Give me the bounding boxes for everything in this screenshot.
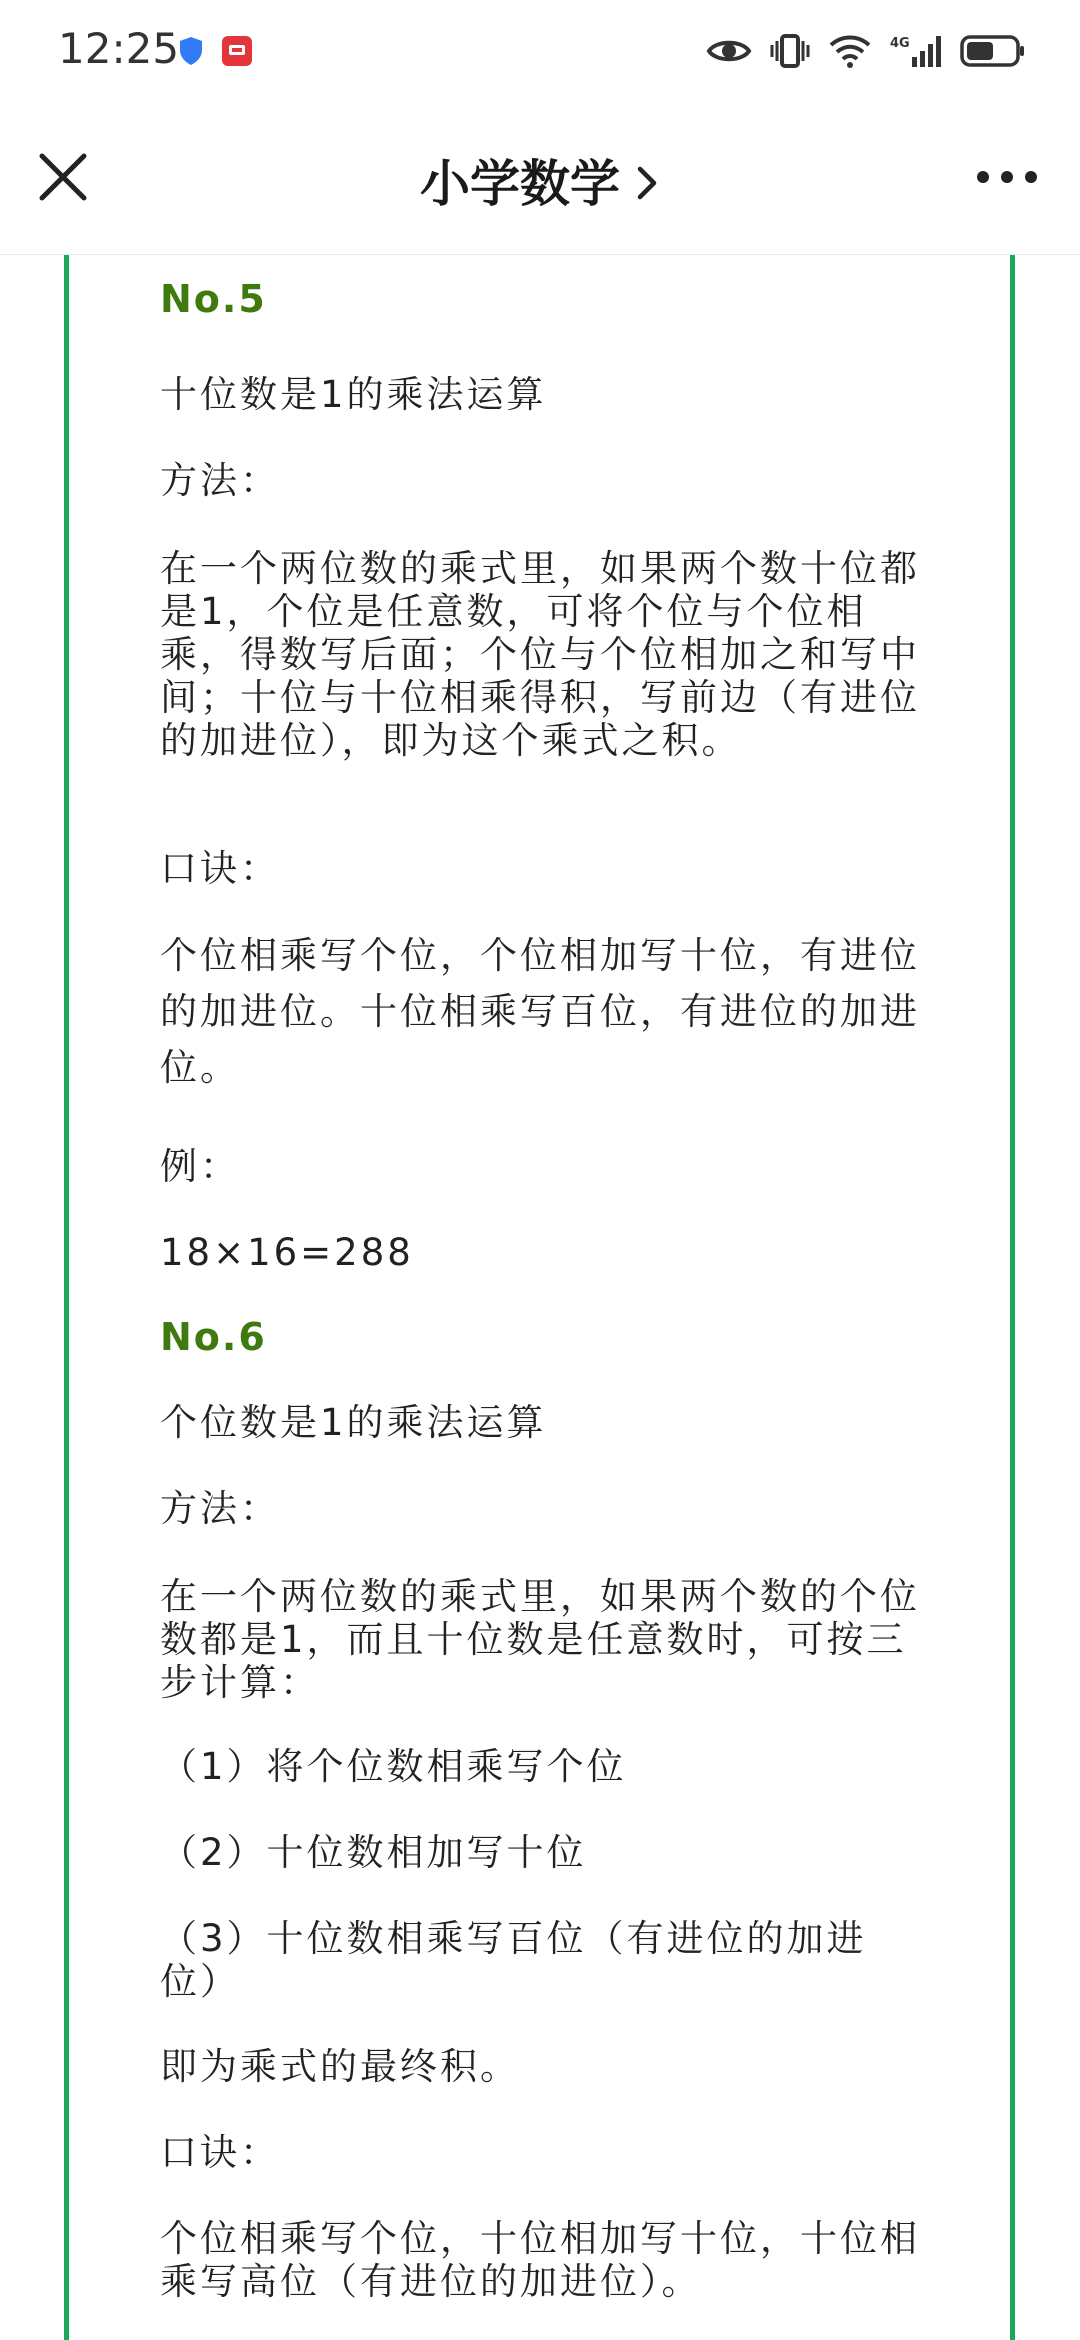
cellular-signal-icon: [890, 33, 942, 69]
step-item: （3）十位数相乘写百位（有进位的加进位）: [160, 1917, 867, 2003]
shield-icon: [178, 36, 204, 66]
nav-bar: [0, 104, 1080, 255]
status-bar: [0, 0, 1080, 104]
left-border-line: [64, 255, 69, 2340]
rhyme-label: 口诀：: [160, 2131, 280, 2174]
rhyme-text: 个位相乘写个位，十位相加写十位，十位相乘写高位（有进位的加进位）。: [160, 2217, 920, 2303]
section-heading: No.5: [160, 277, 267, 321]
method-text: 在一个两位数的乘式里，如果两个数的个位数都是1，而且十位数是任意数时，可按三步计算：: [160, 1575, 920, 1704]
more-options-icon[interactable]: [974, 162, 1040, 192]
page-title-text: 小学数学: [420, 155, 620, 213]
method-label: 方法：: [160, 1487, 280, 1530]
battery-icon: [960, 34, 1026, 68]
example-label: 例：: [160, 1145, 240, 1188]
section-subtitle: 个位数是1的乘法运算: [160, 1401, 547, 1444]
rhyme-label: 口诀：: [160, 847, 280, 890]
chevron-right-icon: [634, 163, 660, 203]
step-item: （1）将个位数相乘写个位: [160, 1745, 627, 1788]
status-icons: [706, 28, 1026, 74]
article-content[interactable]: [0, 255, 1080, 2340]
status-time: 12:25: [58, 24, 180, 73]
wifi-icon: [828, 33, 872, 69]
section-heading: No.6: [160, 1315, 267, 1359]
eye-icon: [706, 36, 752, 66]
svg-text:4G: 4G: [890, 36, 910, 51]
result-text: 即为乘式的最终积。: [160, 2045, 520, 2088]
method-label: 方法：: [160, 459, 280, 502]
page-title[interactable]: [0, 144, 1080, 216]
step-item: （2）十位数相加写十位: [160, 1831, 587, 1874]
example-text: 18×16=288: [160, 1231, 414, 1274]
vibrate-icon: [770, 33, 810, 69]
right-border-line: [1010, 255, 1015, 2340]
method-text: 在一个两位数的乘式里，如果两个数十位都是1，个位是任意数，可将个位与个位相乘，得数写后面；个位与个位相加之和写中间；十位与十位相乘得积，写前边（有进位的加进位），即为这个乘式之积。: [160, 547, 920, 762]
app-notification-icon: [222, 36, 252, 66]
section-subtitle: 十位数是1的乘法运算: [160, 373, 547, 416]
rhyme-text: 个位相乘写个位，个位相加写十位，有进位的加进位。十位相乘写百位，有进位的加进位。: [160, 934, 920, 1089]
